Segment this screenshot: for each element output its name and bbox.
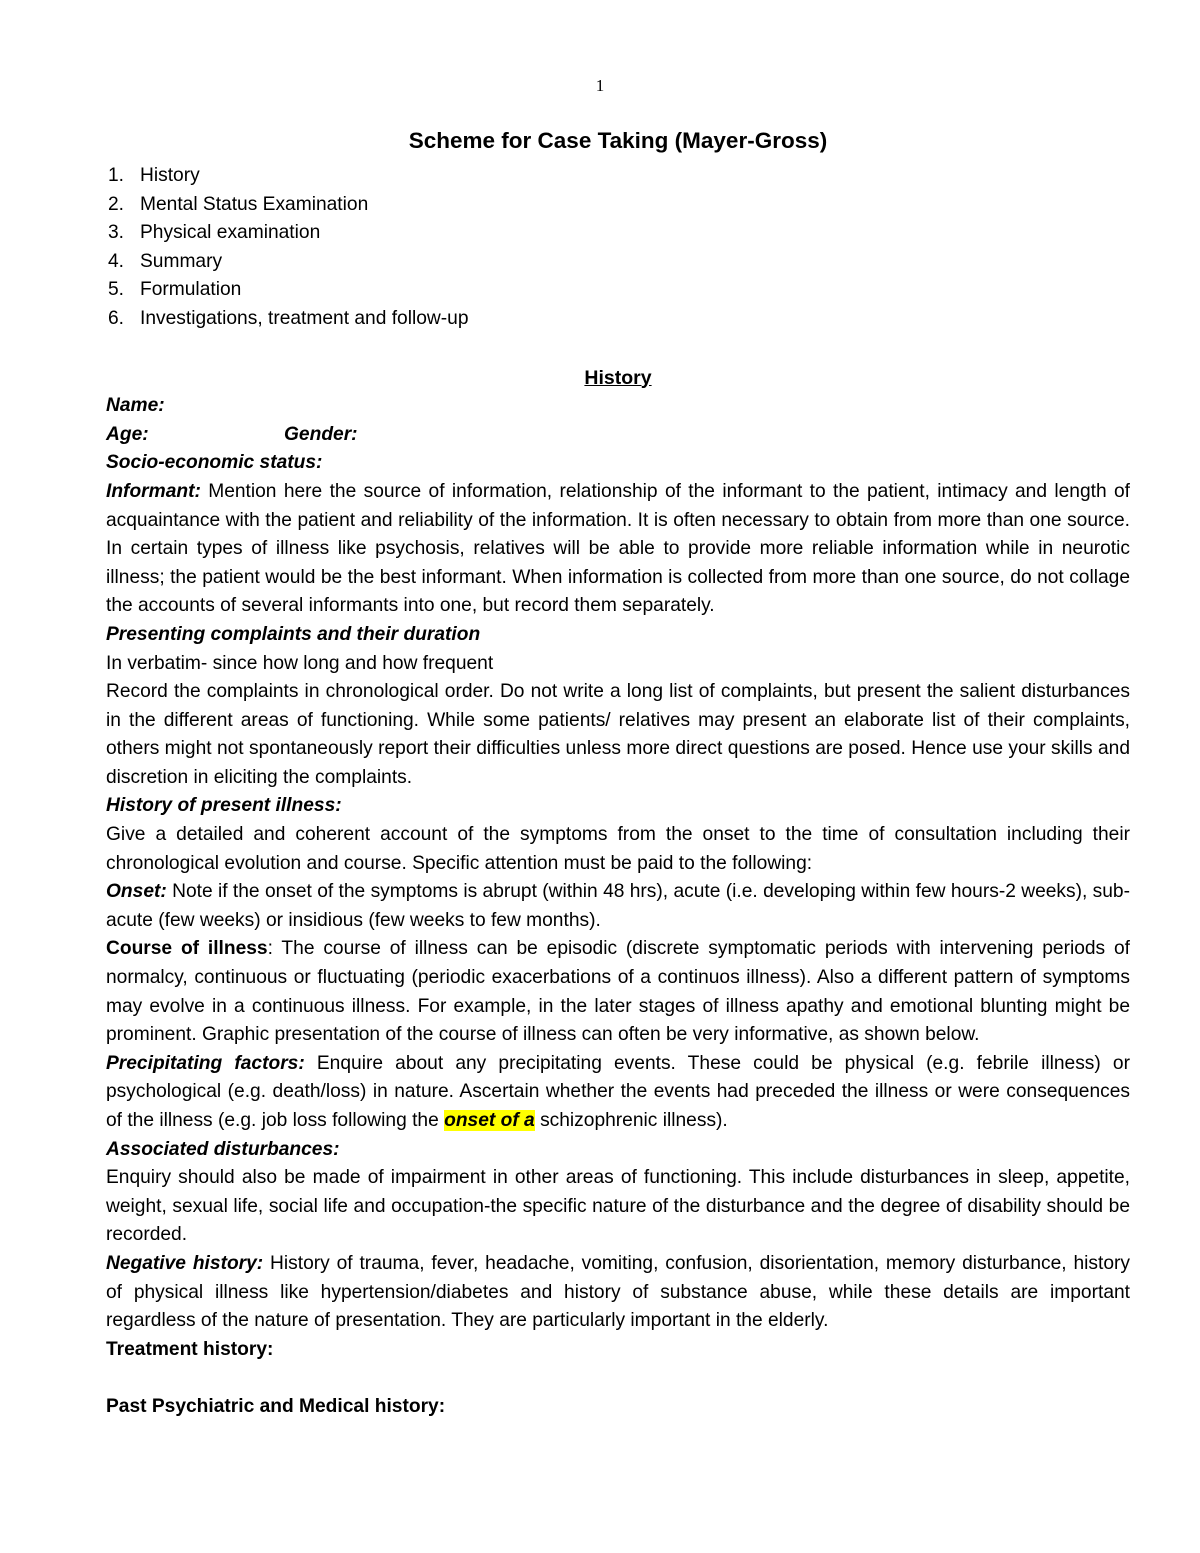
list-item [106, 276, 1130, 305]
list-number: 1. [108, 165, 125, 186]
onset-label: Onset: [106, 881, 167, 903]
list-item-label: Investigations, treatment and follow-up [140, 307, 469, 329]
list-item [106, 219, 1130, 248]
list-number: 5. [108, 279, 125, 301]
presenting-heading: Presenting complaints and their duration [106, 623, 481, 645]
spacer [106, 1364, 1130, 1393]
list-number: 2. [108, 193, 125, 215]
section-title-history: History [584, 366, 652, 389]
list-item [106, 248, 1130, 277]
course-text: : The course of illness can be episodic (discrete symptomatic periods with intervening periods of normalcy, continuous or fluctuating (periodic exacerbations of a continuos illness). Also a different pattern of symptoms may evolve in a continuous illness. For example, in the later stages of illness apathy and emotional blunting might be prominent. Graphic presentation of the course of illness can often be very informative, as shown below. [106, 938, 1130, 1046]
field-age: Age: [106, 423, 149, 445]
past-history-heading: Past Psychiatric and Medical history: [106, 1395, 446, 1417]
list-number: 4. [108, 250, 125, 272]
page-number: 1 [595, 76, 605, 95]
list-number: 3. [108, 222, 125, 244]
informant-text: Mention here the source of information, relationship of the informant to the patient, intimacy and length of acquaintance with the patient and reliability of the information. It is often necessary to obtain from more than one source. In certain types of illness like psychosis, relatives will be able to provide more reliable information while in neurotic illness; the patient would be the best informant. When information is collected from more than one source, do not collage the accounts of several informants into one, but record them separately. [106, 480, 1130, 617]
negative-text: History of trauma, fever, headache, vomiting, confusion, disorientation, memory disturbance, history of physical illness like hypertension/diabetes and history of substance abuse, while these details are important regardless of the nature of presentation. They are particularly important in the elderly. [106, 1252, 1130, 1332]
list-item-label: Summary [140, 250, 223, 272]
field-gender: Gender: [284, 423, 358, 445]
list-item-label: History [140, 165, 200, 186]
precipitating-text-after: schizophrenic illness). [534, 1110, 728, 1131]
associated-heading: Associated disturbances: [106, 1138, 340, 1160]
treatment-history-heading: Treatment history: [106, 1338, 274, 1360]
list-item [106, 191, 1130, 220]
list-item [106, 305, 1130, 334]
field-age-gender-row [106, 421, 1130, 450]
scheme-list [106, 162, 1130, 334]
document-title: Scheme for Case Taking (Mayer-Gross) [408, 128, 828, 153]
list-item-label: Formulation [140, 279, 242, 301]
precipitating-label: Precipitating factors: [106, 1052, 305, 1074]
course-paragraph [106, 935, 1130, 1049]
precipitating-text-before: Enquire about any precipitating events. These could be physical (e.g. febrile illness) or psychological (e.g. death/loss) in nature. Ascertain whether the events had preceded the illness or were consequences of the illness (e.g. job loss following the [106, 1052, 1130, 1131]
field-name: Name: [106, 395, 165, 417]
negative-paragraph [106, 1250, 1130, 1336]
negative-label: Negative history: [106, 1252, 264, 1274]
onset-text: Note if the onset of the symptoms is abrupt (within 48 hrs), acute (i.e. developing within few hours-2 weeks), sub-acute (few weeks) or insidious (few weeks to few months). [106, 881, 1130, 931]
course-label: Course of illness [106, 938, 268, 960]
onset-paragraph [106, 878, 1130, 935]
associated-paragraph: Enquiry should also be made of impairment in other areas of functioning. This include disturbances in sleep, appetite, weight, sexual life, social life and occupation-the specific nature of the disturbance and the degree of disability should be recorded. [106, 1167, 1130, 1246]
informant-label: Informant: [106, 480, 201, 502]
list-item-label: Mental Status Examination [140, 193, 369, 215]
list-item-label: Physical examination [140, 222, 321, 244]
list-item [106, 162, 1130, 191]
highlighted-text: onset of a [444, 1110, 535, 1131]
presenting-line: In verbatim- since how long and how frequent [106, 652, 494, 674]
precipitating-paragraph [106, 1050, 1130, 1136]
document-body [106, 126, 1130, 1422]
informant-paragraph [106, 478, 1130, 621]
list-number: 6. [108, 307, 125, 329]
field-socio-economic: Socio-economic status: [106, 452, 323, 474]
present-illness-heading: History of present illness: [106, 795, 342, 817]
presenting-paragraph: Record the complaints in chronological order. Do not write a long list of complaints, but present the salient disturbances in the different areas of functioning. While some patients/ relatives may present an elaborate list of their complaints, others might not spontaneously report their difficulties unless more direct questions are posed. Hence use your skills and discretion in eliciting the complaints. [106, 681, 1130, 788]
present-illness-paragraph: Give a detailed and coherent account of the symptoms from the onset to the time of consultation including their chronological evolution and course. Specific attention must be paid to the following: [106, 824, 1130, 874]
